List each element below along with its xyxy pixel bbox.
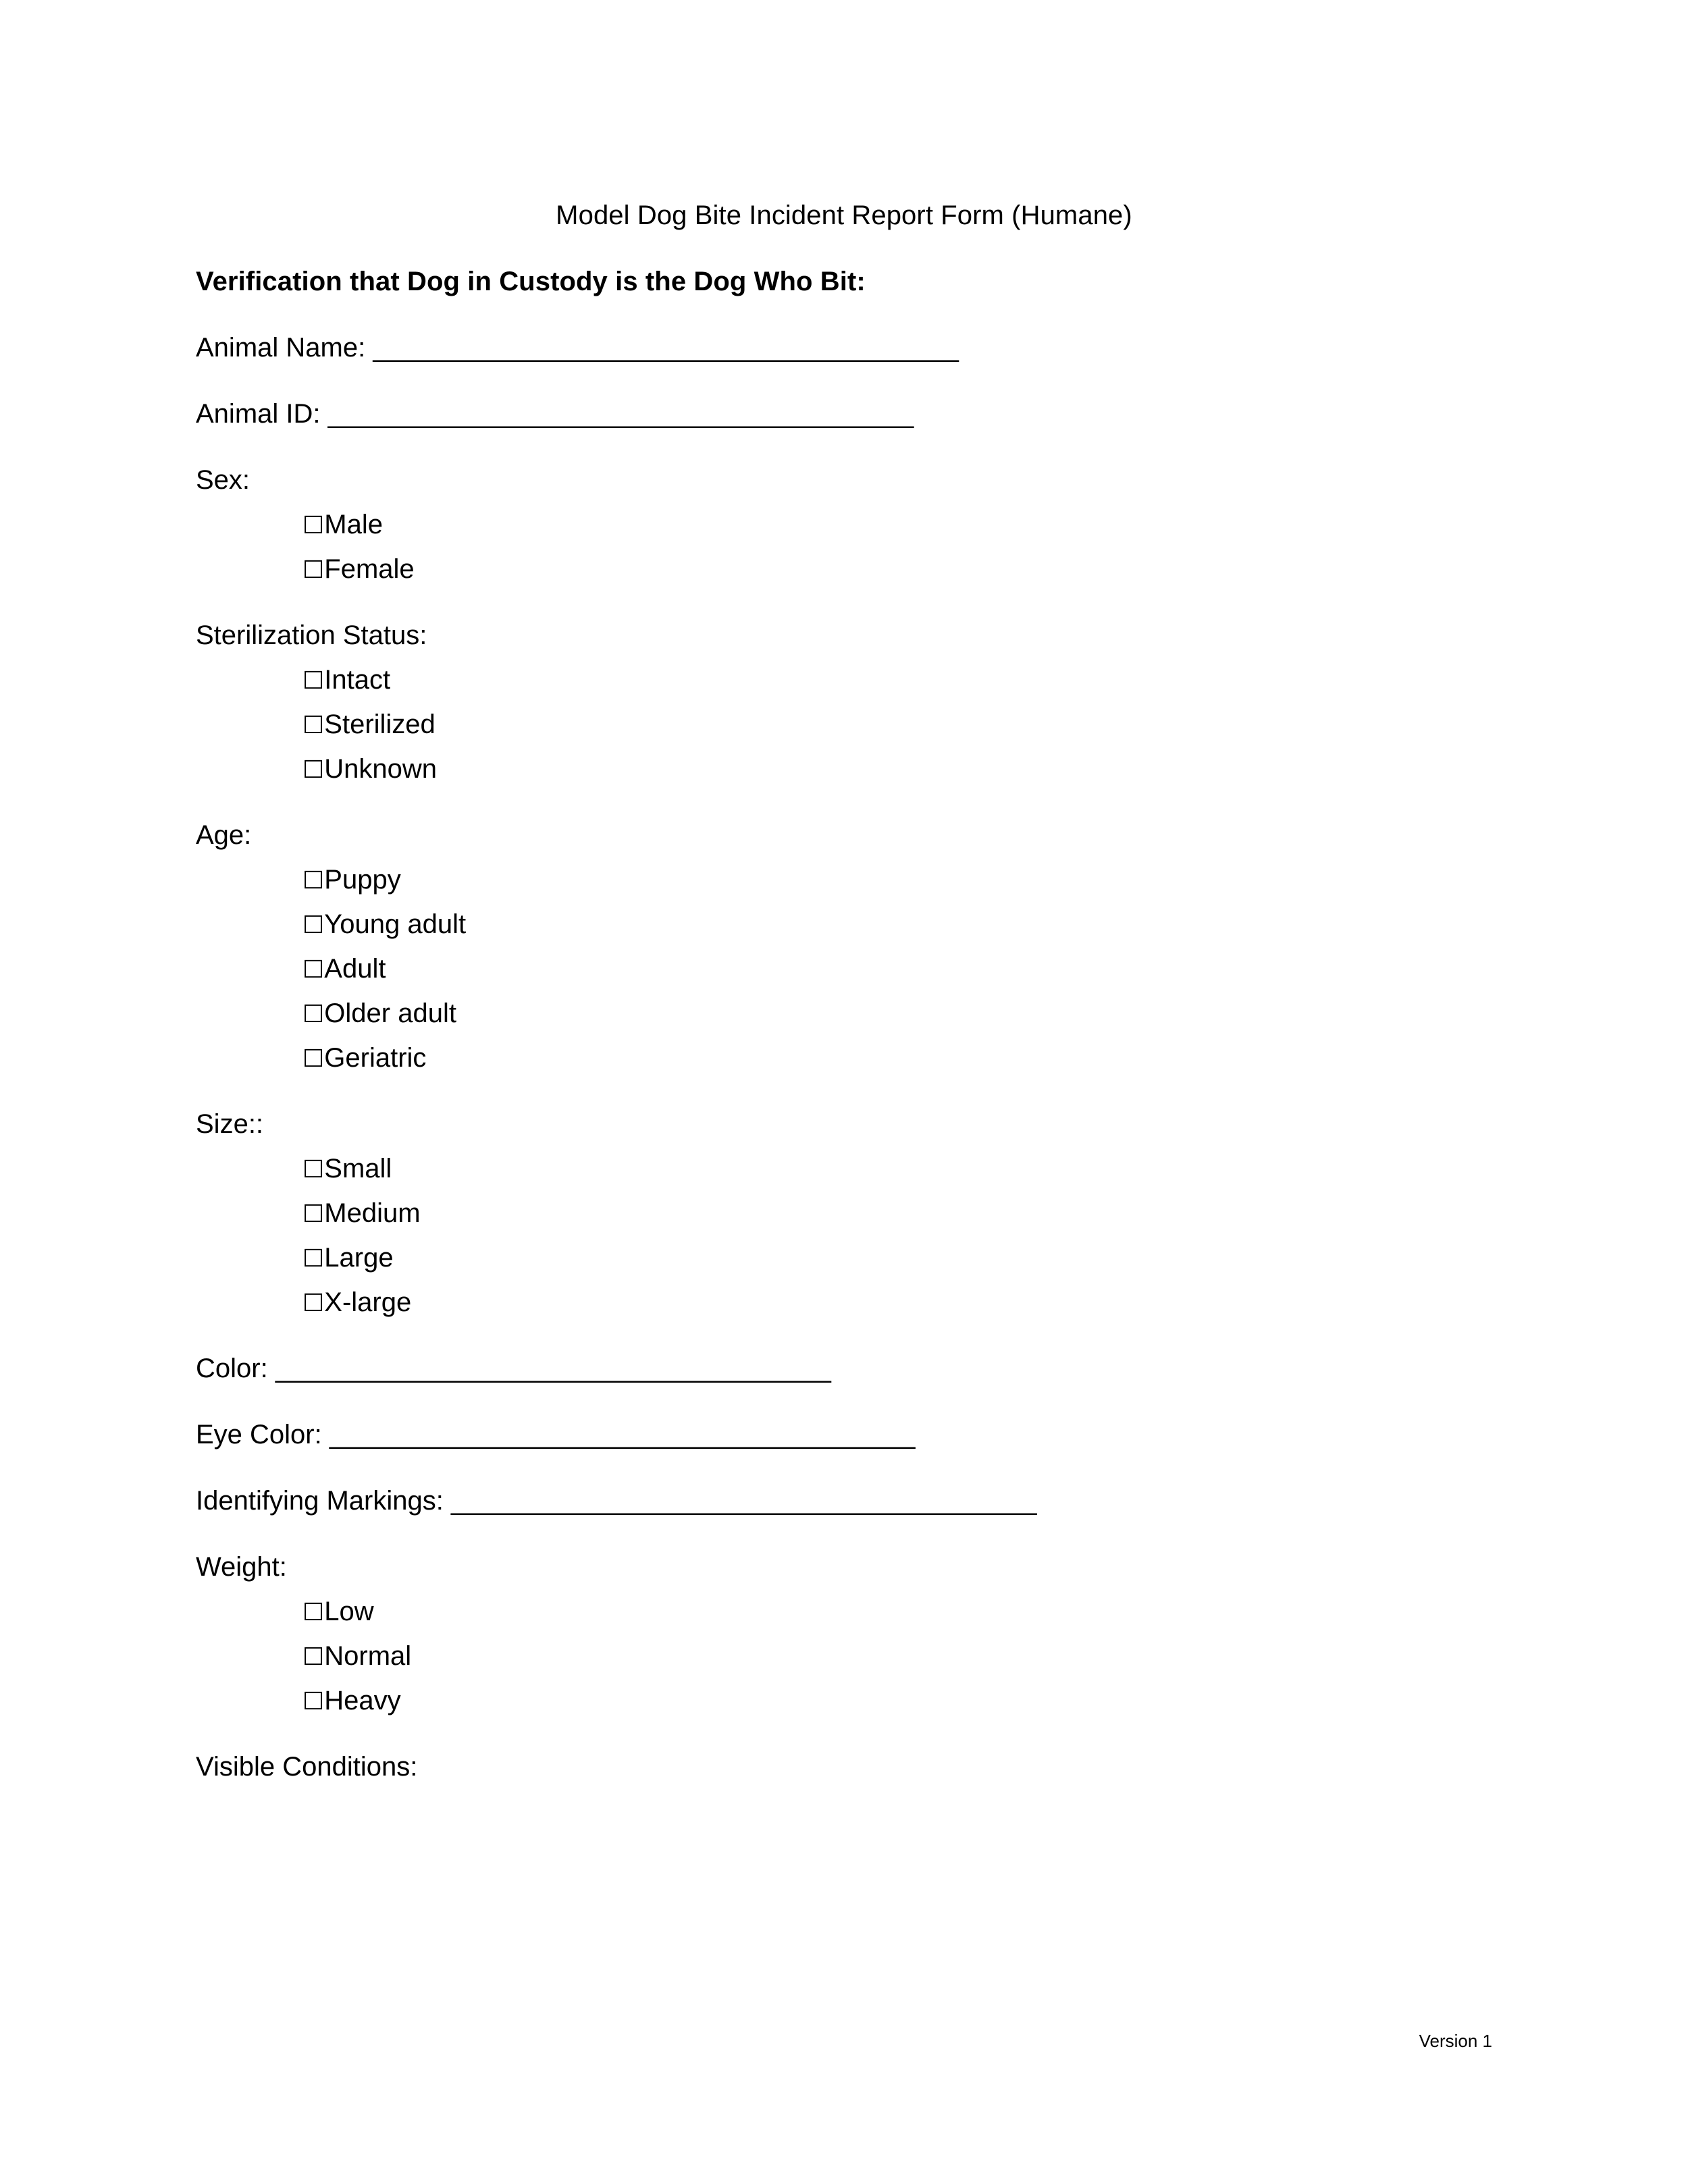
checkbox-option-weight-normal[interactable] (196, 1625, 1492, 1670)
checkbox-label: Geriatric (324, 1043, 427, 1073)
option-list-size (196, 1138, 1492, 1316)
group-label-sterilization-status: Sterilization Status: (196, 620, 427, 650)
checkbox-option-size-small[interactable] (196, 1138, 1492, 1182)
checkbox-icon[interactable]: ☐ (302, 512, 325, 539)
page-footer-version: Version 1 (1419, 2031, 1492, 2051)
checkbox-icon[interactable]: ☐ (302, 1289, 325, 1317)
option-list-age (196, 849, 1492, 1071)
field-blank-eye-color[interactable]: _______________________________________ (329, 1420, 916, 1449)
field-label-identifying-markings: Identifying Markings: (196, 1486, 451, 1516)
checkbox-label: Medium (324, 1198, 421, 1228)
option-list-sterilization-status (196, 649, 1492, 782)
checkbox-option-age-geriatric[interactable] (196, 1027, 1492, 1071)
checkbox-icon[interactable]: ☐ (302, 956, 325, 984)
checkbox-option-weight-heavy[interactable] (196, 1670, 1492, 1714)
checkbox-option-size-large[interactable] (196, 1227, 1492, 1271)
option-list-sex (196, 494, 1492, 583)
checkbox-icon[interactable]: ☐ (302, 1001, 325, 1028)
field-animal-id (196, 361, 1492, 427)
checkbox-option-size-medium[interactable] (196, 1182, 1492, 1227)
checkbox-icon[interactable]: ☐ (302, 556, 325, 584)
field-color (196, 1316, 1492, 1382)
checkbox-option-sex-male[interactable] (196, 494, 1492, 538)
checkbox-icon[interactable]: ☐ (302, 1599, 325, 1626)
checkbox-icon[interactable]: ☐ (302, 867, 325, 895)
checkbox-icon[interactable]: ☐ (302, 712, 325, 739)
checkbox-label: Small (324, 1154, 392, 1183)
checkbox-icon[interactable]: ☐ (302, 667, 325, 695)
option-list-weight (196, 1580, 1492, 1714)
group-label-weight: Weight: (196, 1552, 287, 1582)
checkbox-label: Sterilized (324, 710, 436, 739)
group-label-sex: Sex: (196, 465, 250, 495)
checkbox-label: Puppy (324, 865, 401, 895)
checkbox-label: Female (324, 554, 415, 584)
checkbox-option-weight-low[interactable] (196, 1580, 1492, 1625)
checkbox-option-sterilization-unknown[interactable] (196, 738, 1492, 782)
checkbox-label: Normal (324, 1641, 412, 1671)
section-heading-verification: Verification that Dog in Custody is the Dog Who Bit: (196, 267, 866, 296)
checkbox-option-sterilization-sterilized[interactable] (196, 693, 1492, 738)
checkbox-label: X-large (324, 1287, 412, 1317)
field-eye-color (196, 1382, 1492, 1448)
field-blank-animal-name[interactable]: _______________________________________ (373, 333, 959, 363)
checkbox-option-size-x-large[interactable] (196, 1271, 1492, 1316)
checkbox-option-sex-female[interactable] (196, 538, 1492, 583)
checkbox-label: Adult (324, 954, 386, 984)
field-label-eye-color: Eye Color: (196, 1420, 329, 1449)
checkbox-option-age-young-adult[interactable] (196, 893, 1492, 938)
checkbox-option-sterilization-intact[interactable] (196, 649, 1492, 693)
checkbox-label: Unknown (324, 754, 438, 784)
field-identifying-markings (196, 1448, 1492, 1514)
checkbox-label: Intact (324, 665, 391, 695)
checkbox-label: Large (324, 1243, 394, 1273)
field-label-animal-id: Animal ID: (196, 399, 328, 429)
checkbox-option-age-older-adult[interactable] (196, 982, 1492, 1027)
checkbox-label: Older adult (324, 998, 456, 1028)
field-label-animal-name: Animal Name: (196, 333, 373, 363)
field-animal-name (196, 295, 1492, 361)
checkbox-label: Young adult (324, 909, 467, 939)
checkbox-icon[interactable]: ☐ (302, 911, 325, 939)
field-blank-identifying-markings[interactable]: _______________________________________ (450, 1486, 1037, 1516)
document-content (196, 0, 1492, 1780)
field-label-color: Color: (196, 1354, 275, 1383)
checkbox-icon[interactable]: ☐ (302, 1156, 325, 1183)
checkbox-icon[interactable]: ☐ (302, 1045, 325, 1073)
checkbox-label: Heavy (324, 1686, 401, 1715)
checkbox-option-age-puppy[interactable] (196, 849, 1492, 893)
group-label-age: Age: (196, 820, 252, 850)
checkbox-icon[interactable]: ☐ (302, 1643, 325, 1671)
field-blank-animal-id[interactable]: _______________________________________ (327, 399, 914, 429)
field-blank-color[interactable]: _____________________________________ (275, 1354, 831, 1383)
checkbox-icon[interactable]: ☐ (302, 1245, 325, 1273)
checkbox-icon[interactable]: ☐ (302, 756, 325, 784)
checkbox-icon[interactable]: ☐ (302, 1688, 325, 1715)
page-title: Model Dog Bite Incident Report Form (Humane) (556, 201, 1132, 230)
checkbox-label: Male (324, 510, 383, 539)
group-label-size: Size:: (196, 1109, 264, 1139)
checkbox-label: Low (324, 1597, 374, 1626)
checkbox-icon[interactable]: ☐ (302, 1200, 325, 1228)
group-label-visible-conditions: Visible Conditions: (196, 1752, 418, 1782)
checkbox-option-age-adult[interactable] (196, 938, 1492, 982)
